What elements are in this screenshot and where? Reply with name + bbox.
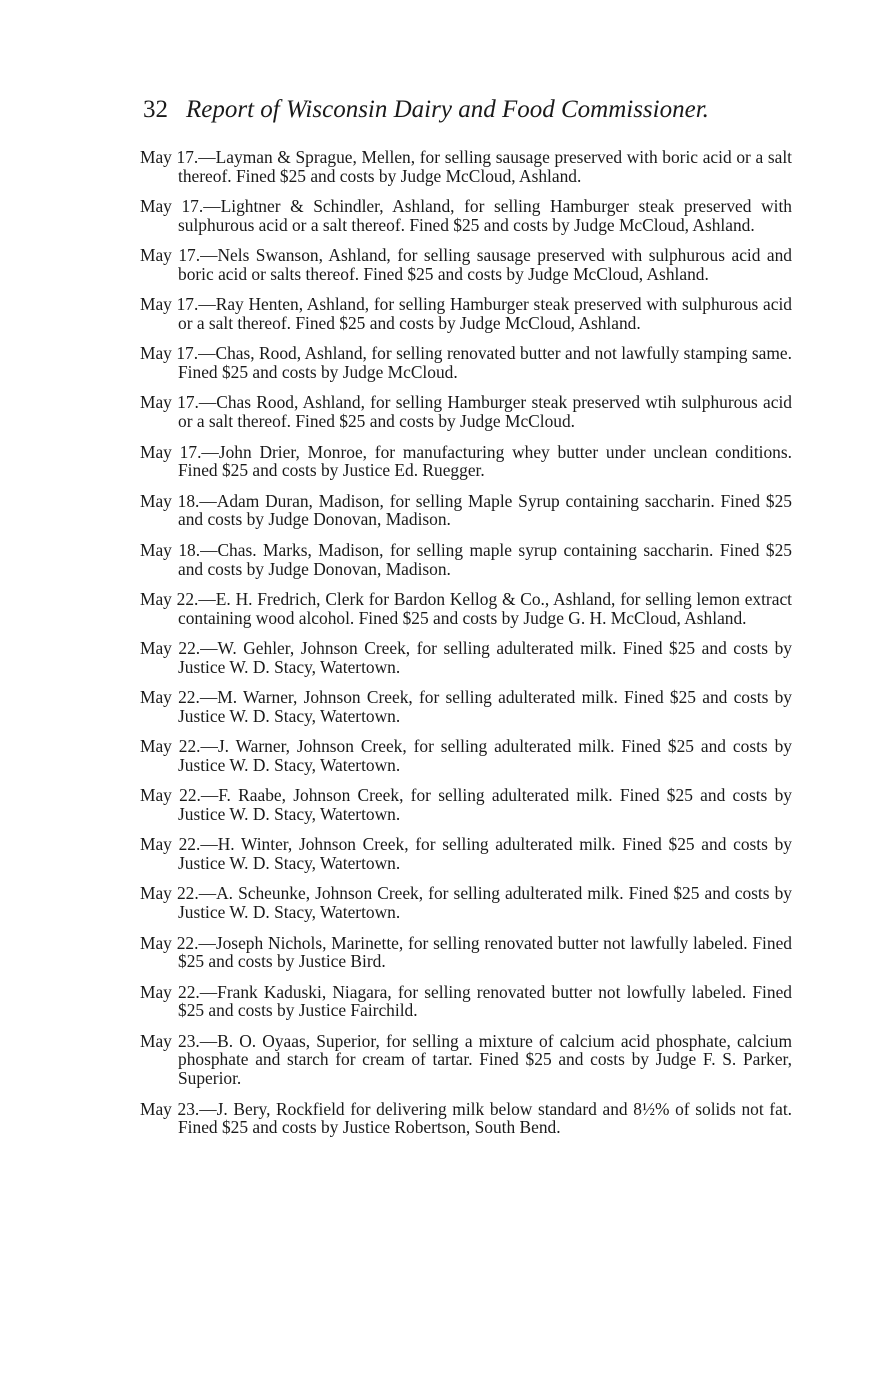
record-entry: May 22.—Joseph Nichols, Marinette, for selling renovated butter not lawfully labeled. Fined $25 and costs by Justice Bird. [140, 932, 792, 972]
record-entry: May 22.—A. Scheunke, Johnson Creek, for selling adulterated milk. Fined $25 and costs by Justice W. D. Stacy, Watertown. [140, 883, 792, 923]
record-entry: May 22.—H. Winter, Johnson Creek, for selling adulterated milk. Fined $25 and costs by Justice W. D. Stacy, Watertown. [140, 834, 792, 874]
record-entry: May 18.—Adam Duran, Madison, for selling Maple Syrup containing saccharin. Fined $25 and costs by Judge Donovan, Madison. [140, 490, 792, 530]
record-entry: May 23.—J. Bery, Rockfield for delivering milk below standard and 8½% of solids not fat. Fined $25 and costs by Justice Robertson, South Bend. [140, 1098, 792, 1138]
page-number: 32 [143, 96, 168, 123]
record-entry: May 17.—Nels Swanson, Ashland, for selling sausage preserved with sulphurous acid and boric acid or salts thereof. Fined $25 and costs by Judge McCloud, Ashland. [140, 245, 792, 284]
record-entry: May 18.—Chas. Marks, Madison, for selling maple syrup containing saccharin. Fined $25 and costs by Judge Donovan, Madison. [140, 539, 792, 579]
record-entry: May 22.—W. Gehler, Johnson Creek, for selling adulterated milk. Fined $25 and costs by Justice W. D. Stacy, Watertown. [140, 637, 792, 677]
record-entry: May 17.—John Drier, Monroe, for manufacturing whey butter under unclean conditions. Fined $25 and costs by Justice Ed. Ruegger. [140, 441, 792, 481]
record-entry: May 17.—Chas, Rood, Ashland, for selling renovated butter and not lawfully stamping same. Fined $25 and costs by Judge McCloud. [140, 343, 792, 383]
record-entry: May 17.—Ray Henten, Ashland, for selling Hamburger steak preserved with sulphurous acid or a salt thereof. Fined $25 and costs by Judge McCloud, Ashland. [140, 294, 792, 334]
record-entry: May 22.—J. Warner, Johnson Creek, for selling adulterated milk. Fined $25 and costs by Justice W. D. Stacy, Watertown. [140, 736, 792, 775]
record-entry: May 22.—E. H. Fredrich, Clerk for Bardon Kellog & Co., Ashland, for selling lemon extract containing wood alcohol. Fined $25 and costs by Judge G. H. McCloud, Ashland. [140, 588, 792, 628]
record-entry: May 22.—M. Warner, Johnson Creek, for selling adulterated milk. Fined $25 and costs by Justice W. D. Stacy, Watertown. [140, 687, 792, 726]
record-entry: May 23.—B. O. Oyaas, Superior, for selling a mixture of calcium acid phosphate, calcium phosphate and starch for cream of tartar. Fined $25 and costs by Judge F. S. Parker, Superior. [140, 1030, 792, 1089]
running-title: Report of Wisconsin Dairy and Food Commissioner. [186, 96, 709, 123]
record-entry: May 17.—Layman & Sprague, Mellen, for selling sausage preserved with boric acid or a salt thereof. Fined $25 and costs by Judge McCloud, Ashland. [140, 147, 792, 186]
page-header [143, 94, 803, 126]
record-entry: May 17.—Lightner & Schindler, Ashland, for selling Hamburger steak preserved with sulphurous acid or a salt thereof. Fined $25 and costs by Judge McCloud, Ashland. [140, 196, 792, 235]
record-entry: May 22.—F. Raabe, Johnson Creek, for selling adulterated milk. Fined $25 and costs by Justice W. D. Stacy, Watertown. [140, 785, 792, 825]
court-record-list [140, 148, 792, 1149]
record-entry: May 22.—Frank Kaduski, Niagara, for selling renovated butter not lowfully labeled. Fined $25 and costs by Justice Fairchild. [140, 981, 792, 1021]
record-entry: May 17.—Chas Rood, Ashland, for selling Hamburger steak preserved wtih sulphurous acid or a salt thereof. Fined $25 and costs by Judge McCloud. [140, 392, 792, 432]
